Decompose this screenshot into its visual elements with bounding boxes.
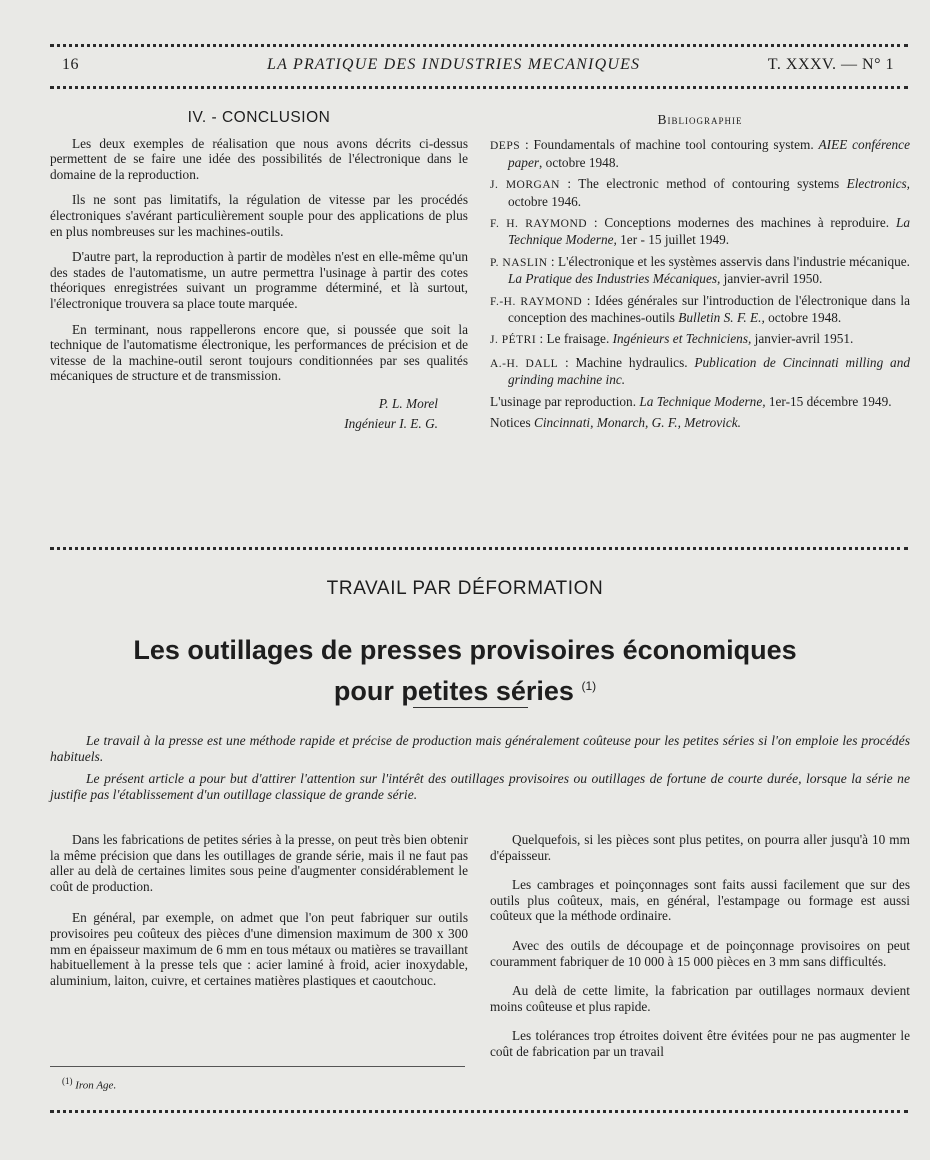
bibliography-author: F.-H. RAYMOND xyxy=(490,295,583,308)
bibliography-source: Cincinnati, Monarch, G. F., Metrovick. xyxy=(533,415,742,431)
bibliography-date: octobre 1946. xyxy=(508,193,582,209)
bibliography-entry xyxy=(490,331,910,348)
article-rubric: TRAVAIL PAR DÉFORMATION xyxy=(326,578,604,599)
bibliography-text: : Conceptions modernes des machines à reproduire. xyxy=(587,215,896,231)
bibliography-source: La Technique Moderne, xyxy=(508,215,910,248)
bibliography-title: Bibliographie xyxy=(657,112,743,127)
intro-paragraph: Le travail à la presse est une méthode rapide et précise de production mais généralement coûteuse pour les petites séries si l'on emploie les procédés habituels. xyxy=(50,733,910,764)
bibliography-date: 1er - 15 juillet 1949. xyxy=(616,232,730,248)
bibliography-text: : L'électronique et les systèmes asservis dans l'industrie mécanique. xyxy=(547,253,910,269)
title-underline xyxy=(413,707,528,708)
page-number: 16 xyxy=(62,56,79,73)
article-intro xyxy=(50,733,910,803)
conclusion-title: IV. - CONCLUSION xyxy=(187,109,331,126)
bibliography-entry xyxy=(490,355,910,388)
article-right-column xyxy=(490,832,910,1070)
article-title-line1: Les outillages de presses provisoires économiques xyxy=(133,635,797,665)
bibliography-date: janvier-avril 1951. xyxy=(751,331,854,347)
bibliography-author: P. NASLIN xyxy=(490,256,548,269)
article-paragraph: Au delà de cette limite, la fabrication par outillages normaux devient moins coûteuse et plus rapide. xyxy=(490,983,910,1014)
article-paragraph: Les tolérances trop étroites doivent être évitées pour ne pas augmenter le coût de fabrication par un travail xyxy=(490,1028,910,1059)
article-paragraph: En général, par exemple, on admet que l'on peut fabriquer sur outils provisoires peu coûteux des pièces d'une dimension maximum de 300 x 300 mm en épaisseur maximum de 6 mm en tous métaux ou matières se travaillant habituellement à la presse tels que : acier laminé à froid, acier inoxydable, aluminium, laiton, cuivre, et certaines matières plastiques et caoutchouc. xyxy=(50,910,468,988)
bibliography-date: octobre 1948. xyxy=(764,310,842,326)
article-title xyxy=(0,632,930,709)
bibliography-source: La Pratique des Industries Mécaniques, xyxy=(508,271,721,287)
bibliography-text: : Machine hydraulics. xyxy=(558,354,695,370)
bibliography-author: J. MORGAN xyxy=(490,179,560,192)
bibliography-text: : Idées générales sur l'introduction de l'électronique dans la conception des machines-outils xyxy=(508,292,911,326)
article-paragraph: Quelquefois, si les pièces sont plus petites, on pourra aller jusqu'à 10 mm d'épaisseur. xyxy=(490,832,910,863)
bibliography-source: Publication de Cincinnati milling and grinding machine inc. xyxy=(508,354,910,388)
bibliography-entry xyxy=(490,293,910,326)
author-name: P. L. Morel xyxy=(378,395,438,411)
bibliography-source: AIEE conférence paper xyxy=(508,137,910,170)
bibliography-source: Electronics, xyxy=(846,176,910,192)
bibliography-date: 1er-15 décembre 1949. xyxy=(765,393,892,409)
bibliography-author: DEPS xyxy=(490,140,521,153)
article-left-column xyxy=(50,832,468,998)
section-dotted-rule xyxy=(50,547,908,550)
bibliography-entry xyxy=(490,394,910,409)
signature xyxy=(50,394,468,434)
bibliography-entry xyxy=(490,254,910,287)
conclusion-paragraph: Ils ne sont pas limitatifs, la régulation de vitesse par les procédés électroniques s'avérant particulièrement souple pour des applications de plus en plus nombreuses sur les machines-outils. xyxy=(50,192,468,239)
author-title: Ingénieur I. E. G. xyxy=(344,415,438,431)
footnote xyxy=(62,1076,116,1092)
bibliography-source: La Technique Moderne, xyxy=(639,393,766,409)
journal-title: LA PRATIQUE DES INDUSTRIES MECANIQUES xyxy=(267,56,641,73)
top-dotted-rule xyxy=(50,44,908,47)
conclusion-paragraph: En terminant, nous rappellerons encore que, si poussée que soit la technique de l'automatisme électronique, les performances de précision et de vitesse de la machine-outil seront toujours conditionnées par ses qualités mécaniques de structure et de transmission. xyxy=(50,321,468,384)
bibliography-date: , octobre 1948. xyxy=(539,154,619,170)
bibliography-text: L'usinage par reproduction. xyxy=(490,393,640,409)
volume-number: T. XXXV. — N° 1 xyxy=(767,56,894,73)
bibliography-entry xyxy=(490,137,910,170)
bibliography-source: Bulletin S. F. E., xyxy=(678,310,765,326)
article-paragraph: Avec des outils de découpage et de poinçonnage provisoires on peut couramment fabriquer de 10 000 à 15 000 pièces en 3 mm sans difficultés. xyxy=(490,937,910,969)
header-dotted-rule xyxy=(50,86,908,89)
bibliography-date: janvier-avril 1950. xyxy=(720,271,823,287)
article-title-line2: pour petites séries xyxy=(333,676,574,706)
intro-paragraph: Le présent article a pour but d'attirer l'attention sur l'intérêt des outillages provisoires ou outillages de fortune de courte durée, lorsque la série ne justifie pas l'établissement d'un outillage classique de grande série. xyxy=(50,771,910,802)
footnote-rule xyxy=(50,1066,465,1067)
bibliography-entry xyxy=(490,176,910,209)
running-header xyxy=(62,56,894,78)
conclusion-column xyxy=(50,110,468,434)
article-title-line2-wrap xyxy=(0,668,930,709)
bibliography-entry xyxy=(490,415,910,430)
conclusion-paragraph: D'autre part, la reproduction à partir de modèles n'est en elle-même qu'un des stades de l'automatisme, un autre permettra l'usinage à partir des cotes théoriques enregistrées suivant un programme déterminé, et là surtout, l'électronique trouvera sa place toute marquée. xyxy=(50,249,468,311)
footnote-text: Iron Age. xyxy=(75,1079,117,1092)
bibliography-list xyxy=(490,137,910,430)
bibliography-text: : Foundamentals of machine tool contouring system. xyxy=(520,137,819,153)
article-paragraph: Dans les fabrications de petites séries à la presse, on peut très bien obtenir la même précision que dans les outillages de grande série, mais il ne faut pas aller au delà de certaines limites sous peine d'augmenter considérablement le coût de production. xyxy=(50,832,468,894)
article-paragraph: Les cambrages et poinçonnages sont faits aussi facilement que sur des outils plus coûteux, mais, en général, l'estampage ou formage est aussi coûteux que la méthode ordinaire. xyxy=(490,877,910,924)
title-footnote-mark: (1) xyxy=(581,679,597,693)
bibliography-text: : The electronic method of contouring systems xyxy=(559,176,847,192)
bibliography-author: J. PÉTRI xyxy=(490,334,537,347)
bibliography-author: A.-H. DALL xyxy=(490,357,559,370)
bibliography-author: F. H. RAYMOND xyxy=(490,218,588,231)
bibliography-source: Ingénieurs et Techniciens, xyxy=(612,331,752,347)
bottom-dotted-rule xyxy=(50,1110,908,1113)
bibliography-entry xyxy=(490,215,910,248)
bibliography-text: : Le fraisage. xyxy=(536,331,613,347)
conclusion-paragraph: Les deux exemples de réalisation que nous avons décrits ci-dessus permettent de se faire une idée des possibilités de l'électronique dans le domaine de la reproduction. xyxy=(50,135,468,182)
footnote-mark: (1) xyxy=(62,1076,73,1086)
bibliography-column xyxy=(490,112,910,437)
bibliography-text: Notices xyxy=(490,415,534,431)
